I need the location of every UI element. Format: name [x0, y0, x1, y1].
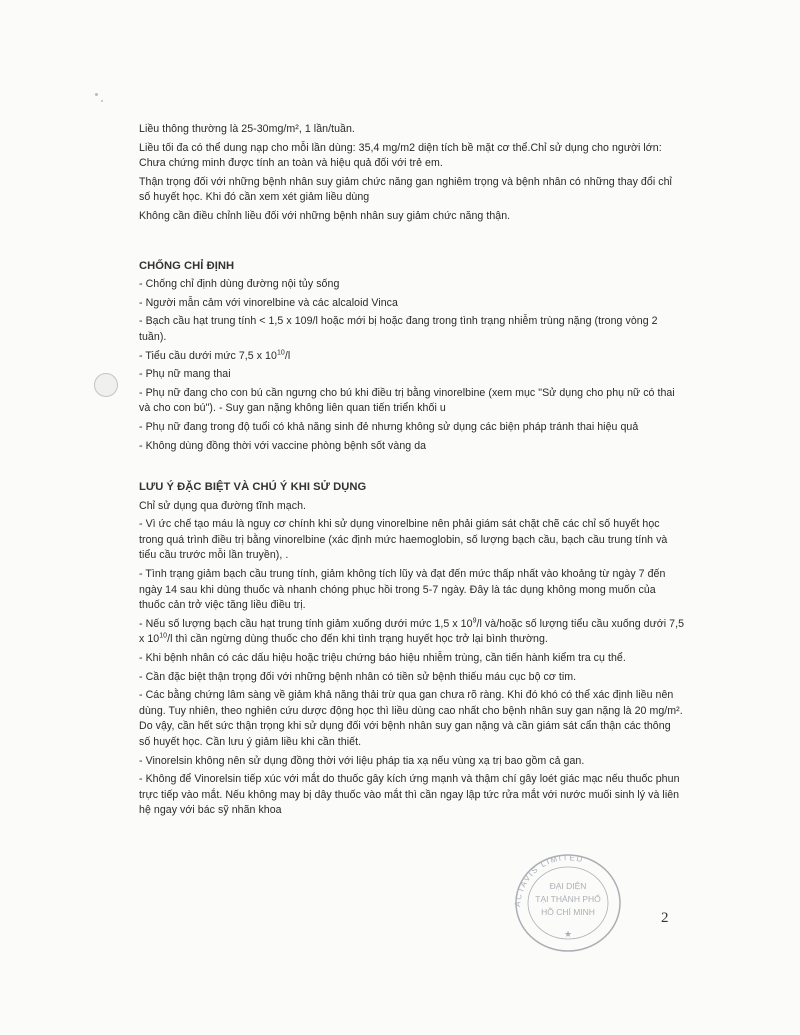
stamp-ring-text: ACTAVIS LIMITED: [512, 853, 585, 908]
scan-speck: [101, 100, 103, 102]
neutro-exponent-1: 9: [472, 617, 477, 625]
neutro-text-3: /l thì cần ngừng dùng thuốc cho đến khi tình trạng huyết học trở lại bình thường.: [167, 633, 548, 646]
dosage-renal: Không cần điều chỉnh liều đối với những bệnh nhân suy giảm chức năng thận.: [139, 209, 511, 222]
contraindications-heading: CHỐNG CHỈ ĐỊNH: [139, 259, 235, 272]
platelet-text: - Tiểu cầu dưới mức 7,5 x 10: [139, 349, 277, 362]
neutro-text-2: /l và/hoặc số lượng tiểu cầu xuống dưới 7,5 x 10: [139, 617, 685, 646]
stamp-star-icon: ★: [563, 930, 573, 940]
contraindication-item: - Không dùng đồng thời với vaccine phòng bệnh sốt vàng da: [139, 439, 427, 452]
stamp-line-1: ĐẠI DIỆN: [549, 881, 587, 891]
neutro-text-1: - Nếu số lượng bạch cầu hạt trung tính giảm xuống dưới mức 1,5 x 10: [139, 617, 473, 630]
company-stamp: [500, 845, 630, 955]
dosage-max: Liều tối đa có thể dung nạp cho mỗi lần dùng: 35,4 mg/m2 diện tích bề mặt cơ thể.Chỉ sử dụng cho người lớn: Chưa chứng minh được tính an toàn và hiệu quả đối với trẻ em.: [139, 141, 662, 170]
contraindication-item: - Bạch cầu hạt trung tính < 1,5 x 109/l hoặc mới bị hoặc đang trong tình trạng nhiễm trùng nặng (trong vòng 2 tuần).: [139, 315, 658, 343]
warning-item: - Vinorelsin không nên sử dụng đồng thời với liệu pháp tia xạ nếu vùng xạ trị bao gồm cả gan.: [139, 754, 585, 767]
stamp-line-2: TẠI THÀNH PHỐ: [535, 894, 601, 904]
platelet-exponent: 10: [276, 349, 285, 356]
warning-item: - Vì ức chế tạo máu là nguy cơ chính khi sử dụng vinorelbine nên phải giám sát chặt chẽ các chỉ số huyết học trong quá trình điều trị bằng vinorelbine (xác định mức haemoglobin, số lượng bạch cầu, bạch cầu trung tính và tiểu cầu trước mỗi lần truyền), .: [139, 518, 668, 562]
contraindication-item-platelet: [139, 349, 684, 365]
warning-item-neutropenia: [139, 617, 684, 648]
document-body: [139, 122, 684, 819]
scan-speck: [95, 93, 98, 96]
contraindication-item: - Phụ nữ mang thai: [139, 368, 231, 381]
platelet-unit: /l: [284, 349, 291, 362]
neutro-exponent-2: 10: [159, 632, 168, 640]
dosage-usual: Liều thông thường là 25-30mg/m², 1 lần/tuần.: [139, 123, 355, 135]
contraindication-item: - Chống chỉ định dùng đường nội tủy sống: [139, 278, 340, 291]
page-number: 2: [661, 910, 669, 926]
stamp-line-3: HỒ CHÍ MINH: [541, 907, 595, 917]
warning-item: - Tình trạng giảm bạch cầu trung tính, giảm không tích lũy và đạt đến mức thấp nhất vào khoảng từ ngày 7 đến ngày 14 sau khi dùng thuốc và nhanh chóng phục hồi trong 5-7 ngày. Đây là tác dụng không mong muốn của thuốc cản trở việc tăng liều điều trị.: [139, 568, 666, 612]
warning-item: - Cần đặc biệt thận trọng đối với những bệnh nhân có tiền sử bệnh thiếu máu cục bộ cơ tim.: [139, 670, 577, 683]
contraindication-item: - Phụ nữ đang cho con bú cần ngưng cho bú khi điều trị bằng vinorelbine (xem mục "Sử dụng cho phụ nữ có thai và cho con bú"). - Suy gan nặng không liên quan tiến triển khối u: [139, 386, 675, 415]
warnings-heading: LƯU Ý ĐẶC BIỆT VÀ CHÚ Ý KHI SỬ DỤNG: [139, 481, 367, 494]
punch-hole: [94, 373, 118, 397]
contraindication-item: - Phụ nữ đang trong độ tuổi có khả năng sinh đẻ nhưng không sử dụng các biện pháp tránh thai hiệu quả: [139, 420, 639, 433]
contraindication-item: - Người mẫn cảm với vinorelbine và các alcaloid Vinca: [139, 296, 398, 309]
warnings-intro: Chỉ sử dụng qua đường tĩnh mạch.: [139, 499, 307, 512]
warning-item: - Không để Vinorelsin tiếp xúc với mắt do thuốc gây kích ứng mạnh và thậm chí gây loét giác mạc nếu thuốc phun trực tiếp vào mắt. Nếu không may bị dây thuốc vào mắt thì cần ngay lập tức rửa mắt với nước muối sinh lý và liên hệ ngay với bác sỹ nhãn khoa: [139, 773, 680, 817]
warning-item: - Khi bệnh nhân có các dấu hiệu hoặc triệu chứng báo hiệu nhiễm trùng, cần tiến hành kiểm tra cụ thể.: [139, 652, 626, 665]
warning-item: - Các bằng chứng lâm sàng về giảm khả năng thải trừ qua gan chưa rõ ràng. Khi đó khó có thể xác định liều nên dùng. Tuy nhiên, theo nghiên cứu dược động học thì liều dùng cao nhất cho bệnh nhân suy gan nặng là 20 mg/m². Do vậy, cần hết sức thận trọng khi sử dụng đối với bệnh nhân suy gan nặng và cần giám sát cẩn thận các thông số huyết học. Cần lưu ý giảm liều khi cần thiết.: [139, 689, 683, 748]
dosage-caution: Thận trọng đối với những bệnh nhân suy giảm chức năng gan nghiêm trọng và bệnh nhân có những thay đổi chỉ số huyết học. Khi đó cần xem xét giảm liều dùng: [139, 175, 672, 204]
